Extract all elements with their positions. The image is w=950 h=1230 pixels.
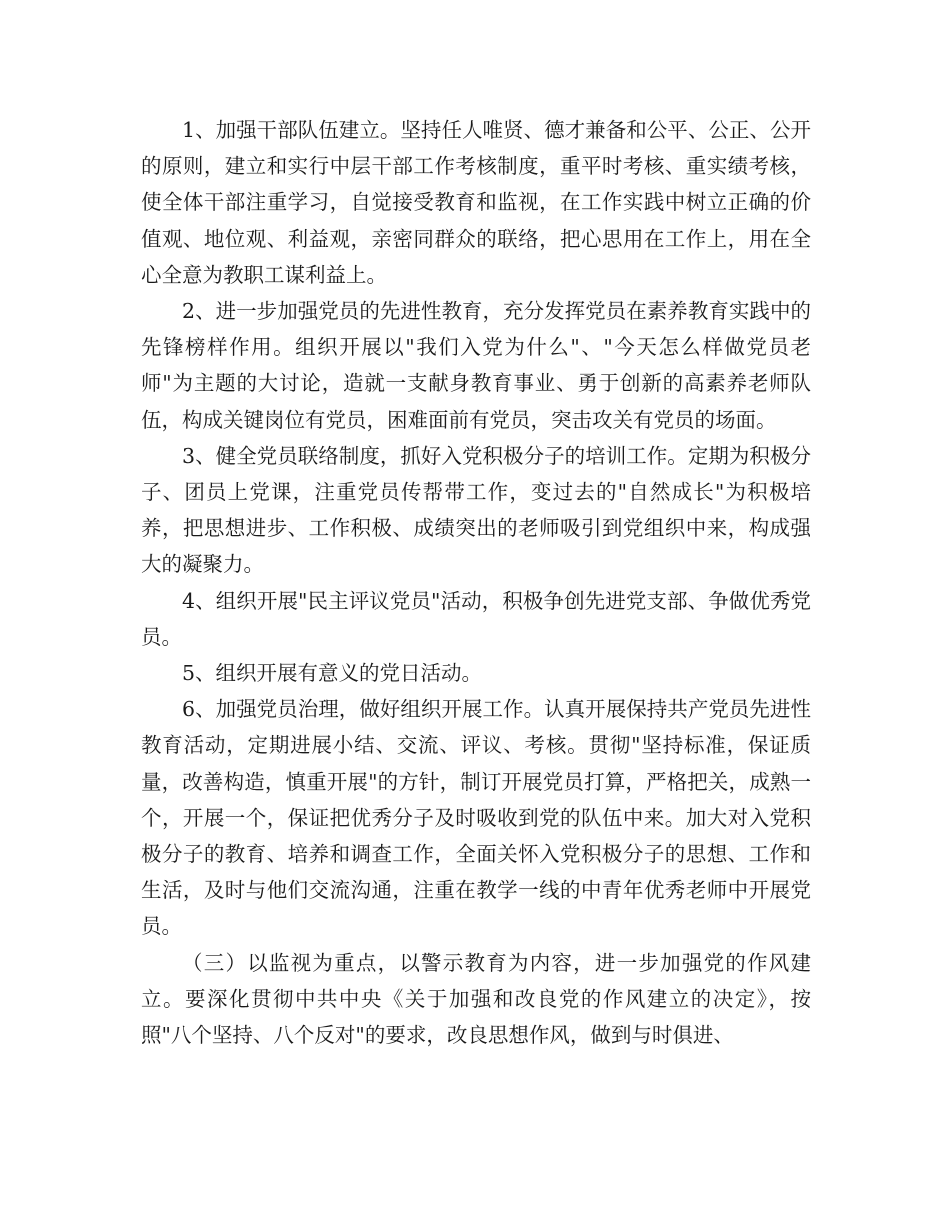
paragraph-democratic-review: 4、组织开展"民主评议党员"活动，积极争创先进党支部、争做优秀党员。	[141, 588, 811, 649]
paragraph-work-style: （三）以监视为重点，以警示教育为内容，进一步加强党的作风建立。要深化贯彻中共中央《关于加强和改良党的作风建立的决定》，按照"八个坚持、八个反对"的要求，改良思想作风，做到与时俱进、	[141, 950, 811, 1048]
paragraph-member-management: 6、加强党员治理，做好组织开展工作。认真开展保持共产党员先进性教育活动，定期进展小结、交流、评议、考核。贯彻"坚持标准，保证质量，改善构造，慎重开展"的方针，制订开展党员打算，严格把关，成熟一个，开展一个，保证把优秀分子及时吸收到党的队伍中来。加大对入党积极分子的教育、培养和调查工作，全面关怀入党积极分子的思想、工作和生活，及时与他们交流沟通，注重在教学一线的中青年优秀老师中开展党员。	[141, 697, 811, 939]
paragraph-cadre-team: 1、加强干部队伍建立。坚持任人唯贤、德才兼备和公平、公正、公开的原则，建立和实行中层干部工作考核制度，重平时考核、重实绩考核，使全体干部注重学习，自觉接受教育和监视，在工作实践中树立正确的价值观、地位观、利益观，亲密同群众的联络，把心思用在工作上，用在全心全意为教职工谋利益上。	[141, 118, 811, 287]
paragraph-party-day: 5、组织开展有意义的党日活动。	[182, 661, 483, 686]
document-body	[141, 112, 811, 1053]
paragraph-contact-system: 3、健全党员联络制度，抓好入党积极分子的培训工作。定期为积极分子、团员上党课，注重党员传帮带工作，变过去的"自然成长"为积极培养，把思想进步、工作积极、成绩突出的老师吸引到党组织中来，构成强大的凝聚力。	[141, 443, 811, 577]
paragraph-member-education: 2、进一步加强党员的先进性教育，充分发挥党员在素养教育实践中的先锋榜样作用。组织开展以"我们入党为什么"、"今天怎么样做党员老师"为主题的大讨论，造就一支献身教育事业、勇于创新的高素养老师队伍，构成关键岗位有党员，困难面前有党员，突击攻关有党员的场面。	[141, 299, 811, 432]
